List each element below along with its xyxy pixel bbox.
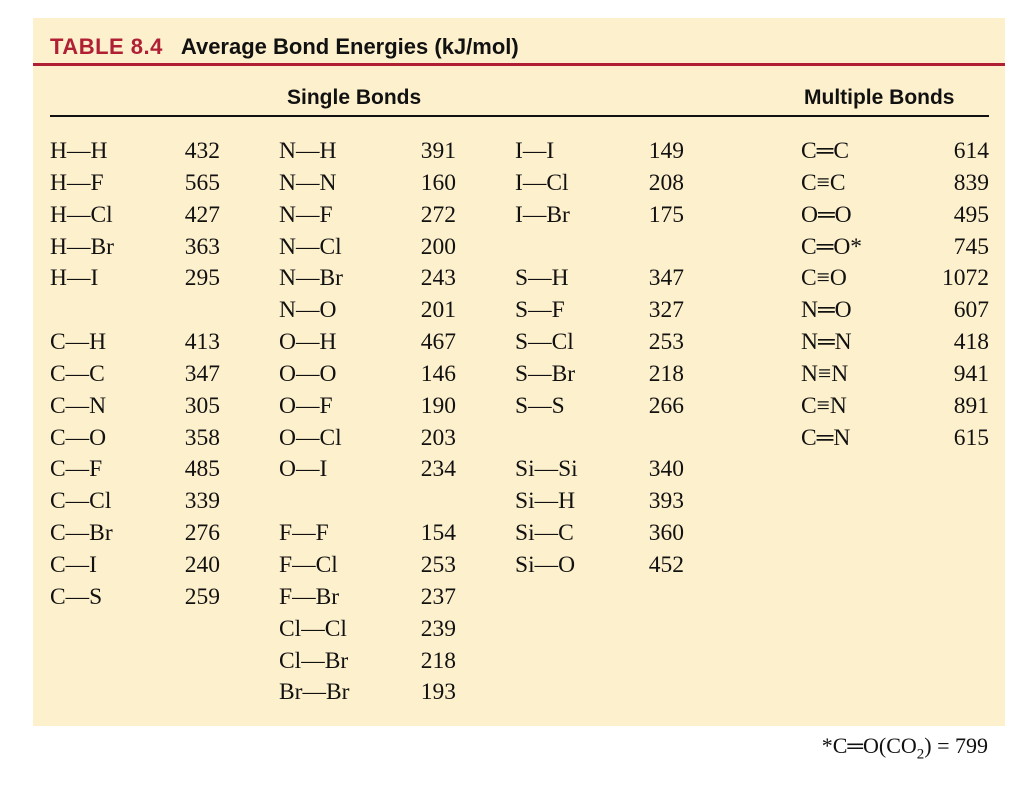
table-caption: Average Bond Energies (kJ/mol) (180, 34, 519, 59)
bond-label: C—O (50, 424, 107, 451)
bond-label: C—Br (50, 520, 113, 547)
bond-row (801, 136, 989, 168)
bond-label: C—F (50, 456, 103, 483)
bond-energy: 393 (648, 488, 684, 515)
bond-energy: 360 (648, 520, 684, 547)
table-number: TABLE 8.4 (50, 34, 163, 59)
bond-row (515, 391, 684, 423)
bond-label: N═N (801, 329, 852, 356)
bond-label: C—I (50, 551, 97, 578)
bond-label: Br—Br (279, 679, 350, 706)
bond-row (515, 136, 684, 168)
bond-energy: 745 (953, 233, 989, 260)
bond-column-1 (50, 136, 220, 614)
bond-energy: 243 (420, 265, 456, 292)
bond-row (279, 200, 456, 232)
bond-energy: 218 (420, 647, 456, 674)
bond-label: I—Br (515, 201, 570, 228)
bond-energy: 941 (953, 360, 989, 387)
bond-row (50, 232, 220, 264)
bond-row (801, 327, 989, 359)
bond-row (515, 200, 684, 232)
bond-label: H—F (50, 169, 104, 196)
bond-label: C≡O (801, 265, 847, 292)
bond-label: C═O* (801, 233, 863, 260)
bond-label: C═C (801, 138, 849, 164)
bond-energy: 1072 (942, 265, 989, 292)
bond-row (279, 646, 456, 678)
bond-row (279, 518, 456, 550)
bond-energy: 193 (420, 679, 456, 706)
bond-column-2 (279, 136, 456, 709)
bond-label: O—I (279, 456, 328, 483)
bond-label: Si—Si (515, 456, 578, 483)
bond-row (50, 550, 220, 582)
bond-row (50, 200, 220, 232)
bond-label: S—S (515, 392, 565, 419)
bond-row (515, 423, 684, 455)
bond-label: Cl—Cl (279, 615, 347, 642)
bond-row (515, 327, 684, 359)
bond-energy: 190 (420, 392, 456, 419)
bond-label: Si—C (515, 520, 574, 547)
footnote (822, 731, 988, 761)
bond-label: C≡C (801, 169, 846, 196)
bond-energy: 200 (420, 233, 456, 260)
bond-row (279, 295, 456, 327)
bond-label: F—F (279, 520, 329, 547)
bond-row (801, 232, 989, 264)
bond-energy: 276 (184, 520, 220, 547)
bond-row (279, 677, 456, 709)
bond-row (279, 454, 456, 486)
bond-energy: 208 (648, 169, 684, 196)
bond-row (50, 168, 220, 200)
bond-energy: 160 (420, 169, 456, 196)
bond-energy: 253 (648, 329, 684, 356)
bond-label: N—N (279, 169, 337, 196)
bond-row (279, 136, 456, 168)
bond-energy: 327 (648, 297, 684, 324)
title-rule (33, 63, 1005, 66)
bond-label: N—Cl (279, 233, 342, 260)
bond-row (50, 263, 220, 295)
bond-energy: 347 (648, 265, 684, 292)
bond-energy: 295 (184, 265, 220, 292)
bond-row (801, 391, 989, 423)
bond-energy: 253 (420, 551, 456, 578)
bond-label: N—Br (279, 265, 343, 292)
bond-row (50, 295, 220, 327)
bond-row (515, 168, 684, 200)
bond-row (50, 582, 220, 614)
bond-energy: 615 (953, 424, 989, 451)
bond-label: N—F (279, 201, 333, 228)
bond-label: O—O (279, 360, 337, 387)
bond-energy: 146 (420, 360, 456, 387)
bond-row (279, 263, 456, 295)
bond-energy: 432 (184, 138, 220, 164)
bond-label: S—Br (515, 360, 576, 387)
bond-energy: 891 (953, 392, 989, 419)
bond-energy: 485 (184, 456, 220, 483)
bond-energy: 565 (184, 169, 220, 196)
bond-energy: 363 (184, 233, 220, 260)
bond-row (515, 295, 684, 327)
bond-row (801, 295, 989, 327)
bond-label: N—H (279, 138, 337, 164)
bond-label: C—N (50, 392, 107, 419)
bond-label: O—H (279, 329, 337, 356)
bond-row (50, 423, 220, 455)
bond-label: S—F (515, 297, 565, 324)
bond-row (515, 232, 684, 264)
bond-row (50, 136, 220, 168)
bond-row (279, 327, 456, 359)
bond-label: C—C (50, 360, 105, 387)
single-bonds-header: Single Bonds (287, 86, 422, 109)
footnote-suffix: ) = 799 (924, 733, 988, 758)
bond-label: F—Br (279, 583, 340, 610)
bond-energy: 305 (184, 392, 220, 419)
bond-row (279, 359, 456, 391)
bond-label: O═O (801, 201, 852, 228)
bond-label: C═N (801, 424, 851, 451)
bond-label: N═O (801, 297, 852, 324)
bond-column-3 (515, 136, 684, 582)
bond-label: O—F (279, 392, 333, 419)
bond-energy: 218 (648, 360, 684, 387)
bond-row (279, 168, 456, 200)
bond-label: F—Cl (279, 551, 338, 578)
bond-row (279, 614, 456, 646)
bond-row (279, 232, 456, 264)
bond-label: O—Cl (279, 424, 342, 451)
header-rule (50, 115, 989, 117)
bond-row (279, 486, 456, 518)
bond-label: S—H (515, 265, 569, 292)
bond-row (50, 359, 220, 391)
bond-energy: 339 (184, 488, 220, 515)
bond-energy: 413 (184, 329, 220, 356)
bond-energy: 418 (953, 329, 989, 356)
bond-label: C—S (50, 583, 103, 610)
bond-label: Cl—Br (279, 647, 349, 674)
bond-energy: 347 (184, 360, 220, 387)
bond-energy: 154 (420, 520, 456, 547)
bond-row (50, 454, 220, 486)
bond-energy: 240 (184, 551, 220, 578)
bond-row (50, 391, 220, 423)
bond-row (279, 391, 456, 423)
bond-row (515, 454, 684, 486)
bond-energy: 452 (648, 551, 684, 578)
bond-row (279, 582, 456, 614)
bond-energy: 427 (184, 201, 220, 228)
bond-energy: 495 (953, 201, 989, 228)
bond-label: C—Cl (50, 488, 112, 515)
bond-row (515, 486, 684, 518)
bond-row (515, 263, 684, 295)
bond-label: H—I (50, 265, 99, 292)
bond-energy: 614 (953, 138, 989, 164)
bond-label: H—H (50, 138, 108, 164)
bond-label: I—Cl (515, 169, 569, 196)
bond-energy: 239 (420, 615, 456, 642)
bond-row (50, 486, 220, 518)
multiple-bonds-header: Multiple Bonds (804, 86, 955, 109)
bond-label: N≡N (801, 360, 849, 387)
bond-energy: 259 (184, 583, 220, 610)
bond-energy: 340 (648, 456, 684, 483)
footnote-subscript: 2 (916, 746, 925, 763)
bond-energy: 391 (420, 138, 456, 164)
bond-label: H—Cl (50, 201, 113, 228)
bond-row (801, 168, 989, 200)
bond-label: N—O (279, 297, 337, 324)
table-title (50, 31, 519, 63)
bond-energy: 234 (420, 456, 456, 483)
bond-energy: 467 (420, 329, 456, 356)
bond-row (801, 200, 989, 232)
bond-label: Si—O (515, 551, 576, 578)
bond-row (801, 359, 989, 391)
bond-row (279, 550, 456, 582)
bond-label: C—H (50, 329, 107, 356)
bond-column-multiple (801, 136, 989, 454)
bond-label: C≡N (801, 392, 847, 419)
bond-label: I—I (515, 138, 555, 164)
footnote-prefix: *C═O(CO (821, 733, 917, 758)
bond-energy: 175 (648, 201, 684, 228)
bond-energy: 237 (420, 583, 456, 610)
bond-energy: 358 (184, 424, 220, 451)
bond-energy: 607 (953, 297, 989, 324)
bond-row (50, 327, 220, 359)
bond-row (801, 263, 989, 295)
bond-energy: 203 (420, 424, 456, 451)
bond-row (50, 518, 220, 550)
bond-row (515, 518, 684, 550)
bond-label: Si—H (515, 488, 576, 515)
bond-row (279, 423, 456, 455)
bond-energy: 272 (420, 201, 456, 228)
bond-row (515, 359, 684, 391)
bond-energy: 149 (648, 138, 684, 164)
bond-energy: 266 (648, 392, 684, 419)
bond-energy: 201 (420, 297, 456, 324)
bond-label: H—Br (50, 233, 114, 260)
bond-label: S—Cl (515, 329, 574, 356)
bond-row (801, 423, 989, 455)
bond-energy: 839 (953, 169, 989, 196)
bond-row (515, 550, 684, 582)
